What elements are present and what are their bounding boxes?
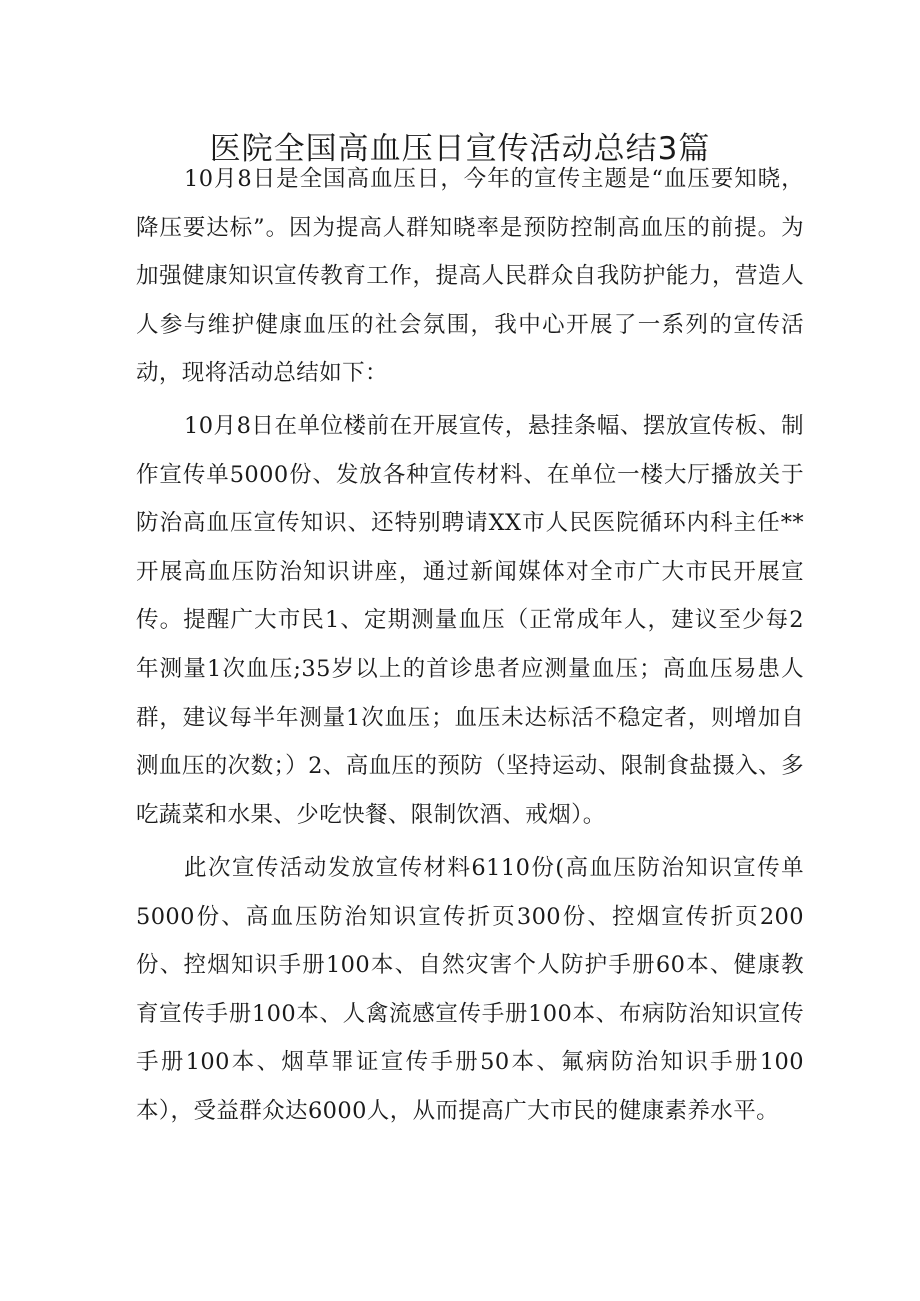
paragraph-activities: 10月8日在单位楼前在开展宣传，悬挂条幅、摆放宣传板、制作宣传单5000份、发放各种宣传材料、在单位一楼大厅播放关于防治高血压宣传知识、还特别聘请XX市人民医院循环内科主任**开展高血压防治知识讲座，通过新闻媒体对全市广大市民开展宣传。提醒广大市民1、定期测量血压（正常成年人，建议至少每2年测量1次血压;35岁以上的首诊患者应测量血压；高血压易患人群，建议每半年测量1次血压；血压未达标活不稳定者，则增加自测血压的次数；）2、高血压的预防（坚持运动、限制食盐摄入、多吃蔬菜和水果、少吃快餐、限制饮酒、戒烟）。 <box>136 413 804 828</box>
paragraph-materials-summary: 此次宣传活动发放宣传材料6110份(高血压防治知识宣传单5000份、高血压防治知识宣传折页300份、控烟宣传折页200份、控烟知识手册100本、自然灾害个人防护手册60本、健康教育宣传手册100本、人禽流感宣传手册100本、布病防治知识宣传手册100本、烟草罪证宣传手册50本、氟病防治知识手册100本），受益群众达6000人，从而提高广大市民的健康素养水平。 <box>136 855 804 1124</box>
paragraph-intro: 10月8日是全国高血压日，今年的宣传主题是“血压要知晓，降压要达标”。因为提高人群知晓率是预防控制高血压的前提。为加强健康知识宣传教育工作，提高人民群众自我防护能力，营造人人参与维护健康血压的社会氛围，我中心开展了一系列的宣传活动，现将活动总结如下： <box>136 166 804 387</box>
document-title: 医院全国高血压日宣传活动总结3篇 <box>209 131 711 167</box>
